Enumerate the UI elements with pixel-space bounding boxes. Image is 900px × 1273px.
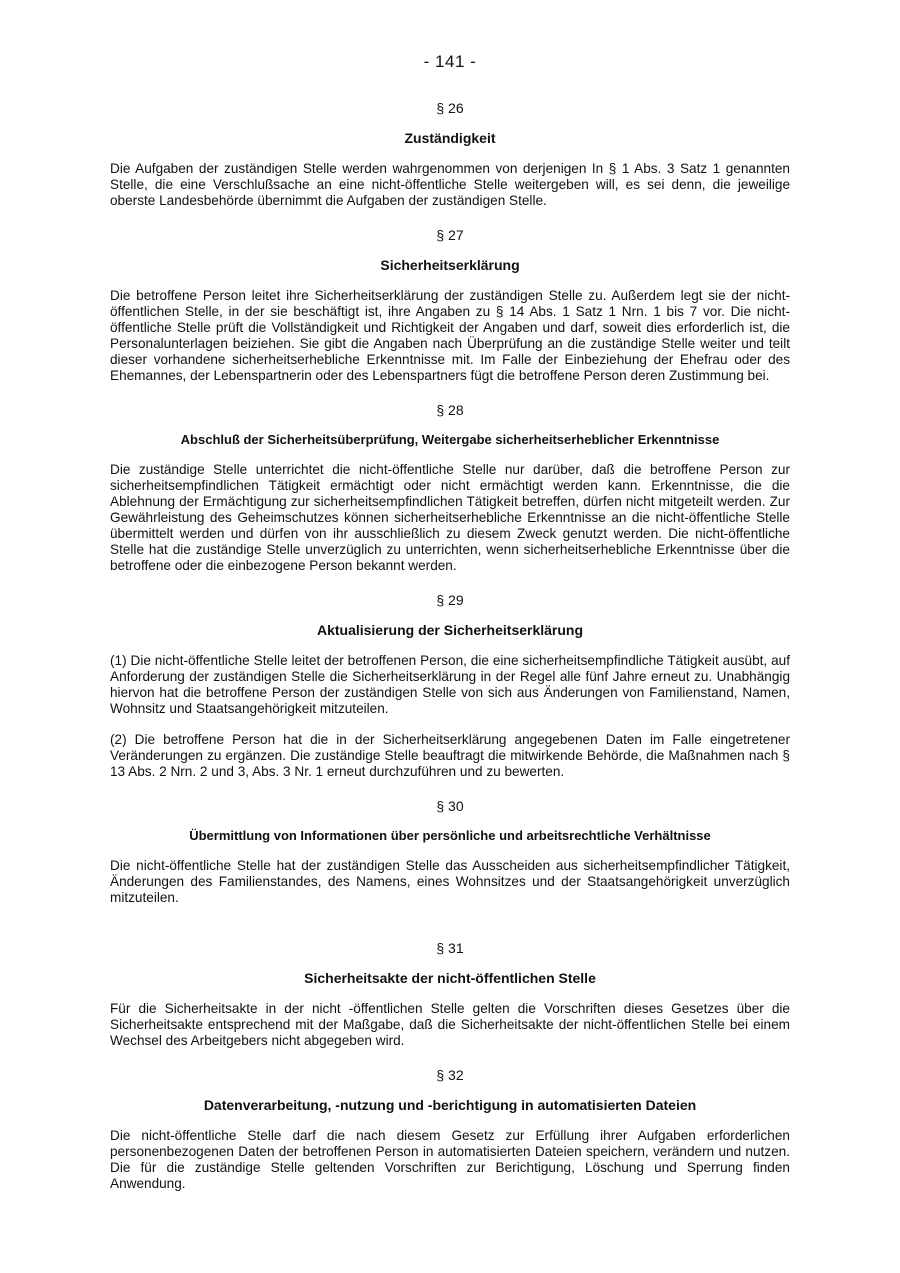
section-symbol: § 30 — [436, 798, 464, 814]
section-31 — [110, 940, 790, 1049]
section-paragraph: Die nicht-öffentliche Stelle hat der zuständigen Stelle das Ausscheiden aus sicherheitsempfindlicher Tätigkeit, Änderungen des Familienstandes, des Namens, eines Wohnsitzes und der Staatsangehörigkeit unverzüglich mitzuteilen. — [110, 858, 790, 905]
section-title: Aktualisierung der Sicherheitserklärung — [316, 622, 584, 638]
section-paragraph: Die betroffene Person leitet ihre Sicherheitserklärung der zuständigen Stelle zu. Außerdem legt sie der nicht-öffentlichen Stelle, in der sie beschäftigt ist, ihre Angaben zu § 14 Abs. 1 Satz 1 Nrn. 1 bis 7 vor. Die nicht-öffentliche Stelle prüft die Vollständigkeit und Richtigkeit der Angaben und darf, soweit dies erforderlich ist, die Personalunterlagen beiziehen. Sie gibt die Angaben nach Überprüfung an die zuständige Stelle weiter und teilt dieser vorhandene sicherheitserhebliche Erkenntnisse mit. Im Falle der Einbeziehung der Ehefrau oder des Ehemannes, der Lebenspartnerin oder des Lebenspartners fügt die betroffene Person deren Zustimmung bei. — [110, 288, 790, 383]
section-32 — [110, 1067, 790, 1192]
section-title: Datenverarbeitung, -nutzung und -berichtigung in automatisierten Dateien — [203, 1097, 697, 1113]
section-symbol: § 27 — [436, 227, 464, 243]
section-29 — [110, 592, 790, 780]
section-paragraph-2: (2) Die betroffene Person hat die in der Sicherheitserklärung angegebenen Daten im Falle eingetretener Veränderungen zu ergänzen. Die zuständige Stelle beauftragt die mitwirkende Behörde, die Maßnahmen nach § 13 Abs. 2 Nrn. 2 und 3, Abs. 3 Nr. 1 erneut durchzuführen und zu bewerten. — [110, 732, 790, 779]
section-paragraph: Die zuständige Stelle unterrichtet die nicht-öffentliche Stelle nur darüber, daß die betroffene Person zur sicherheitsempfindlichen Tätigkeit ermächtigt oder nicht ermächtigt werden kann. Erkenntnisse, die die Ablehnung der Ermächtigung zur sicherheitsempfindlichen Tätigkeit betreffen, dürfen nicht mitgeteilt werden. Zur Gewährleistung des Geheimschutzes können sicherheitserhebliche Erkenntnisse an die nicht-öffentliche Stelle übermittelt werden und dürfen von ihr ausschließlich zu diesem Zweck genutzt werden. Die nicht-öffentliche Stelle hat die zuständige Stelle unverzüglich zu unterrichten, wenn sicherheitserhebliche Erkenntnisse über die betroffene oder die einbezogene Person bekannt werden. — [110, 462, 790, 573]
section-symbol: § 32 — [436, 1067, 464, 1083]
section-title: Zuständigkeit — [404, 130, 496, 146]
section-symbol: § 29 — [436, 592, 464, 608]
section-27 — [110, 227, 790, 384]
section-paragraph: Die nicht-öffentliche Stelle darf die nach diesem Gesetz zur Erfüllung ihrer Aufgaben erforderlichen personenbezogenen Daten der betroffenen Person in automatisierten Dateien speichern, verändern und nutzen. Die für die zuständige Stelle geltenden Vorschriften zur Berichtigung, Löschung und Sperrung finden Anwendung. — [110, 1128, 790, 1191]
page-number: - 141 - — [423, 52, 477, 71]
section-28 — [110, 402, 790, 574]
section-symbol: § 31 — [436, 940, 464, 956]
section-title: Sicherheitserklärung — [380, 257, 520, 273]
section-title: Übermittlung von Informationen über persönliche und arbeitsrechtliche Verhältnisse — [189, 828, 711, 843]
section-paragraph: Für die Sicherheitsakte in der nicht -öffentlichen Stelle gelten die Vorschriften dieses Gesetzes über die Sicherheitsakte entsprechend mit der Maßgabe, daß die Sicherheitsakte der nicht-öffentlichen Stelle bei einem Wechsel des Arbeitgebers nicht abgegeben wird. — [110, 1001, 790, 1048]
section-paragraph: Die Aufgaben der zuständigen Stelle werden wahrgenommen von derjenigen In § 1 Abs. 3 Satz 1 genannten Stelle, die eine Verschlußsache an eine nicht-öffentliche Stelle weitergeben will, es sei denn, die jeweilige oberste Landesbehörde übernimmt die Aufgaben der zuständigen Stelle. — [110, 161, 790, 208]
section-symbol: § 26 — [436, 100, 464, 116]
section-symbol: § 28 — [436, 402, 464, 418]
section-26 — [110, 100, 790, 209]
section-30 — [110, 798, 790, 906]
section-title: Abschluß der Sicherheitsüberprüfung, Weitergabe sicherheitserheblicher Erkenntnisse — [180, 432, 720, 447]
section-paragraph-1: (1) Die nicht-öffentliche Stelle leitet der betroffenen Person, die eine sicherheitsempfindliche Tätigkeit ausübt, auf Anforderung der zuständigen Stelle die Sicherheitserklärung in der Regel alle fünf Jahre erneut zu. Unabhängig hiervon hat die betroffene Person der zuständigen Stelle von sich aus Änderungen von Familienstand, Namen, Wohnsitz und Staatsangehörigkeit mitzuteilen. — [110, 653, 790, 716]
section-title: Sicherheitsakte der nicht-öffentlichen Stelle — [304, 970, 596, 986]
